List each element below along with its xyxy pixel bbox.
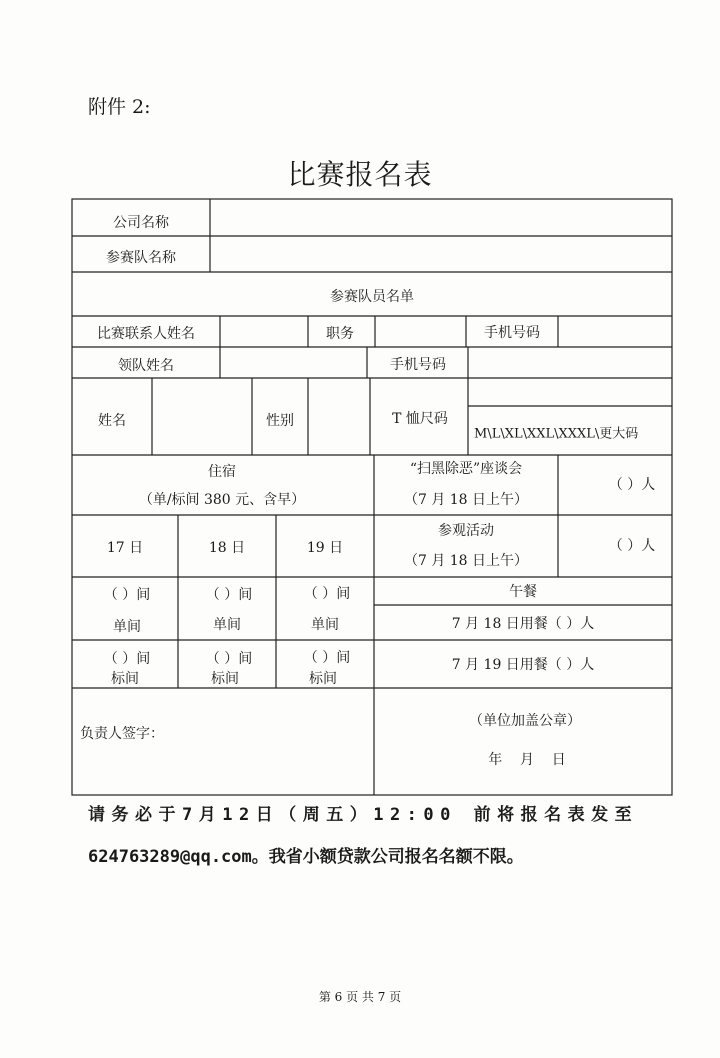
roster-heading: 参赛队员名单 bbox=[330, 289, 414, 305]
page-number: 第 6 页 共 7 页 bbox=[318, 990, 402, 1004]
visit-attendee-count[interactable]: （ ）人 bbox=[608, 538, 656, 554]
lunch-19-count[interactable]: 7 月 19 日用餐（ ）人 bbox=[451, 657, 595, 673]
team-name-label: 参赛队名称 bbox=[106, 250, 176, 266]
submission-notice-line2: 624763289@qq.com。我省小额贷款公司报名名额不限。 bbox=[88, 847, 524, 867]
standard-room-label: 标间 bbox=[211, 671, 239, 687]
signature-label: 负责人签字： bbox=[80, 726, 164, 742]
forum-label: “扫黑除恶”座谈会 bbox=[409, 461, 523, 477]
visit-date: （7 月 18 日上午） bbox=[403, 553, 529, 569]
single-room-label: 单间 bbox=[113, 619, 141, 635]
gender-label: 性别 bbox=[266, 413, 294, 429]
contact-name-label: 比赛联系人姓名 bbox=[97, 326, 195, 342]
lunch-label: 午餐 bbox=[509, 584, 537, 600]
room-count-17-standard[interactable]: （ ）间 bbox=[103, 651, 151, 667]
room-count-19-single[interactable]: （ ）间 bbox=[303, 586, 351, 602]
day-17-label: 17 日 bbox=[106, 540, 144, 556]
seal-label: （单位加盖公章） bbox=[469, 713, 581, 729]
room-count-18-single[interactable]: （ ）间 bbox=[205, 587, 253, 603]
forum-date: （7 月 18 日上午） bbox=[403, 492, 529, 508]
page-title: 比赛报名表 bbox=[287, 158, 433, 191]
phone-label: 手机号码 bbox=[484, 325, 540, 341]
company-name-label: 公司名称 bbox=[113, 215, 169, 231]
single-room-label: 单间 bbox=[311, 617, 339, 633]
lodging-label: 住宿 bbox=[208, 464, 236, 480]
lodging-price-note: （单/标间 380 元、含早） bbox=[138, 492, 306, 508]
standard-room-label: 标间 bbox=[111, 671, 139, 687]
tshirt-size-options[interactable]: M\L\XL\XXL\XXXL\更大码 bbox=[474, 426, 639, 442]
attachment-label: 附件 2: bbox=[88, 96, 151, 118]
room-count-18-standard[interactable]: （ ）间 bbox=[205, 651, 253, 667]
day-19-label: 19 日 bbox=[306, 540, 344, 556]
position-label: 职务 bbox=[326, 326, 354, 342]
single-room-label: 单间 bbox=[213, 617, 241, 633]
room-count-19-standard[interactable]: （ ）间 bbox=[303, 650, 351, 666]
room-count-17-single[interactable]: （ ）间 bbox=[103, 587, 151, 603]
member-name-label: 姓名 bbox=[98, 413, 126, 429]
visit-label: 参观活动 bbox=[438, 523, 494, 539]
leader-phone-label: 手机号码 bbox=[390, 357, 446, 373]
day-18-label: 18 日 bbox=[208, 540, 246, 556]
submission-notice-line1: 请务必于7月12日（周五）12:00 前将报名表发至 bbox=[88, 805, 639, 825]
signature-date: 年 月 日 bbox=[488, 752, 566, 768]
forum-attendee-count[interactable]: （ ）人 bbox=[608, 477, 656, 493]
tshirt-size-label: T 恤尺码 bbox=[392, 411, 448, 427]
lunch-18-count[interactable]: 7 月 18 日用餐（ ）人 bbox=[451, 616, 595, 632]
standard-room-label: 标间 bbox=[309, 671, 337, 687]
leader-name-label: 领队姓名 bbox=[118, 358, 174, 374]
